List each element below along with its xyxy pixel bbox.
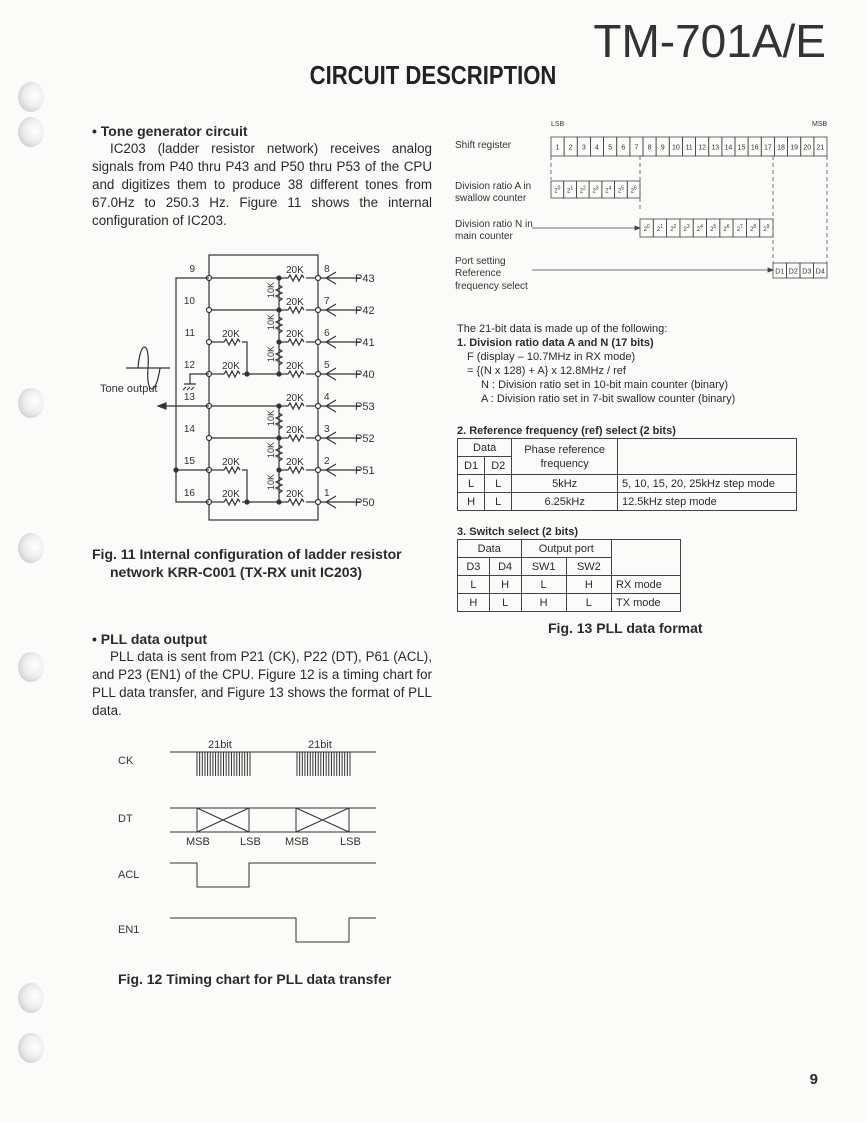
tone-output-label: Tone output [100, 383, 158, 395]
table-row [458, 493, 797, 511]
pll-heading: • PLL data output [92, 631, 208, 647]
bit-count-label: 21bit [308, 739, 332, 751]
exponent: 4 [700, 224, 703, 230]
cell: H [458, 493, 485, 511]
tone-body: IC203 (ladder resistor network) receives analog signals from P40 thru P43 and P50 thru P53 of the CPU and digitizes them to produce 38 different tones from 67.0Hz to 250.3 Hz. Figure 11 shows the internal configuration of IC203. [92, 141, 432, 228]
exponent: 3 [595, 185, 599, 192]
base: 2 [605, 188, 609, 195]
register-cell-label [592, 186, 598, 195]
cell: H [566, 576, 611, 594]
header-cell [512, 439, 618, 475]
register-cell-label [697, 224, 703, 233]
header-cell: D1 [458, 457, 485, 475]
binder-hole [18, 652, 44, 682]
pin-node [316, 500, 321, 505]
pin-number: 2 [324, 456, 330, 467]
register-cell-label: 20 [803, 144, 812, 152]
acl-waveform [170, 863, 376, 887]
base: 2 [643, 227, 647, 233]
binder-hole [18, 1033, 44, 1063]
register-cell-label: 4 [595, 144, 599, 152]
exponent: 4 [608, 185, 612, 192]
register-cell-label [670, 224, 676, 233]
base: 2 [683, 227, 687, 233]
register-cell-label [683, 224, 689, 233]
lsb-label: LSB [340, 836, 361, 848]
base: 2 [723, 227, 727, 233]
resistor-label: 20K [222, 489, 240, 500]
ref-frequency-table [457, 438, 797, 511]
port-label: P51 [355, 465, 375, 477]
pll-format-description [457, 322, 817, 612]
formula-note: N : Division ratio set in 10-bit main counter (binary) [481, 379, 728, 391]
port-label: Reference [455, 268, 502, 279]
header-text: frequency [540, 457, 589, 470]
resistor-label: 10K [266, 473, 276, 490]
register-cell-label [567, 186, 573, 195]
dt-data-window [296, 808, 349, 832]
register-cell-label [763, 224, 769, 233]
register-cell-label: 7 [634, 144, 639, 152]
pin-node [316, 404, 321, 409]
signal-label-en1: EN1 [118, 924, 140, 936]
ground-icon [183, 374, 209, 390]
ic-package [209, 255, 318, 520]
register-cell-label [580, 186, 586, 195]
feedback-wire [176, 278, 209, 502]
section-3-heading: 3. Switch select (2 bits) [457, 526, 579, 538]
header-cell: D4 [489, 558, 521, 576]
resistor-label: 20K [286, 393, 304, 404]
pll-shift-register-diagram [440, 110, 866, 300]
pin-number: 1 [324, 488, 330, 499]
pin-number: 4 [324, 392, 330, 403]
div-a-label: swallow counter [455, 193, 527, 204]
pin-number: 6 [324, 328, 330, 339]
div-n-label: main counter [455, 231, 513, 242]
pin-number: 16 [183, 488, 195, 499]
port-label: Port setting [455, 256, 506, 267]
register-cell-label: 15 [737, 144, 746, 152]
header-cell: D2 [485, 457, 512, 475]
page-number: 9 [809, 1071, 818, 1088]
cell: RX mode [612, 576, 681, 594]
resistor-label: 20K [286, 361, 304, 372]
pin-node [316, 276, 321, 281]
port-label: P42 [355, 305, 375, 317]
port-label: P52 [355, 433, 375, 445]
junction-dot [174, 468, 178, 472]
cell: L [521, 576, 566, 594]
pll-section [92, 630, 432, 720]
model-number: TM-701A/E [593, 15, 826, 67]
register-cell-label: 9 [660, 144, 665, 152]
resistor-label: 20K [286, 457, 304, 468]
msb-label: MSB [812, 121, 828, 128]
port-label: P43 [355, 273, 375, 285]
register-cell-label: 19 [790, 144, 799, 152]
pin-number: 12 [183, 360, 195, 371]
register-cell-label: 13 [711, 144, 720, 152]
register-cell-label: D3 [802, 268, 812, 276]
base: 2 [630, 188, 634, 195]
register-cell-label: 16 [750, 144, 759, 152]
fig11-caption-line2: network KRR-C001 (TX-RX unit IC203) [110, 564, 363, 580]
formula-line: F (display – 10.7MHz in RX mode) [467, 351, 636, 363]
register-cell-label [657, 224, 663, 233]
msb-label: MSB [186, 836, 210, 848]
tone-output-arrow [158, 403, 209, 409]
register-cell-label [554, 186, 560, 195]
dt-data-window [197, 808, 249, 832]
exponent: 5 [621, 185, 624, 192]
div-a-label: Division ratio A in [455, 181, 532, 192]
pin-node [316, 468, 321, 473]
register-cell-label: 5 [608, 144, 613, 152]
pin-node [316, 372, 321, 377]
base: 2 [554, 188, 558, 195]
cell: TX mode [612, 594, 681, 612]
base: 2 [736, 227, 741, 233]
register-cell-label: 2 [568, 144, 573, 152]
resistor-label: 20K [286, 489, 304, 500]
register-cell-label: 3 [581, 144, 586, 152]
header-cell: Output port [521, 540, 612, 558]
exponent: 2 [673, 224, 677, 230]
base: 2 [592, 188, 596, 195]
resistor-label: 10K [266, 313, 276, 330]
resistor-label: 20K [286, 297, 304, 308]
signal-label-ck: CK [118, 755, 134, 767]
header-cell: D3 [458, 558, 490, 576]
pin-number: 7 [324, 296, 330, 307]
lsb-label: LSB [240, 836, 261, 848]
header-text: Phase reference [524, 443, 606, 456]
ladder-network-schematic [0, 0, 440, 540]
pin-node [207, 436, 212, 441]
fig11-caption [92, 545, 402, 581]
port-label: frequency select [455, 281, 528, 292]
exponent: 6 [726, 224, 730, 230]
base: 2 [670, 227, 674, 233]
register-cell-label: 12 [698, 144, 707, 152]
header-cell: SW1 [521, 558, 566, 576]
pll-body: PLL data is sent from P21 (CK), P22 (DT), P61 (ACL), and P23 (EN1) of the CPU. Figure 12 is a timing chart for PLL data transfer, and Figure 13 shows the format of PLL data. [92, 649, 432, 718]
resistor-label: 20K [286, 265, 304, 276]
pin-number: 10 [183, 296, 195, 307]
cell: H [458, 594, 490, 612]
pin-node [316, 308, 321, 313]
exponent: 2 [583, 185, 586, 192]
register-cell-label: 11 [685, 144, 693, 152]
intro-text: The 21-bit data is made up of the following: [457, 323, 668, 335]
pin-number: 5 [324, 360, 330, 371]
register-cell-label: 18 [777, 144, 785, 152]
register-cell-label: 6 [621, 144, 626, 152]
register-cell-label: 21 [816, 144, 825, 152]
register-cell-label [723, 224, 729, 233]
header-cell [612, 540, 681, 576]
resistor-label: 10K [266, 441, 276, 458]
page-title: CIRCUIT DESCRIPTION [309, 60, 557, 90]
cell: 5, 10, 15, 20, 25kHz step mode [618, 475, 797, 493]
port-label: P53 [355, 401, 375, 413]
exponent: 6 [633, 185, 637, 192]
junction-dot [277, 372, 281, 376]
register-cell-label [644, 224, 650, 233]
signal-label-acl: ACL [118, 869, 140, 881]
header-cell: Data [458, 439, 512, 457]
pin-node [207, 308, 212, 313]
pin-number: 3 [324, 424, 330, 435]
pin-node [316, 340, 321, 345]
register-cell-label: D4 [815, 268, 825, 276]
tone-heading: • Tone generator circuit [92, 123, 248, 139]
en1-waveform [170, 918, 376, 942]
cell: L [485, 493, 512, 511]
fig12-caption: Fig. 12 Timing chart for PLL data transfer [118, 971, 392, 987]
register-cell-label: D2 [788, 268, 798, 276]
header-cell [618, 439, 797, 475]
exponent: 0 [557, 185, 561, 192]
formula-line: = {(N x 128) + A} x 12.8MHz / ref [467, 365, 626, 377]
table-row [458, 475, 797, 493]
register-cell-label [710, 224, 716, 233]
register-cell-label: 1 [555, 144, 560, 152]
register-cell-label [631, 186, 637, 195]
base: 2 [656, 227, 661, 233]
table-row [458, 576, 681, 594]
port-label: P40 [355, 369, 375, 381]
timing-chart [0, 720, 440, 960]
register-cell-label [618, 186, 624, 195]
pin-node [207, 340, 212, 345]
register-cell-label: 17 [763, 144, 772, 152]
pin-number: 15 [183, 456, 195, 467]
resistor-label: 10K [266, 345, 276, 362]
register-cell-label: D1 [775, 268, 785, 276]
exponent: 1 [660, 224, 664, 230]
wire [242, 342, 247, 374]
resistor-label: 10K [266, 281, 276, 298]
resistor-label: 20K [222, 329, 240, 340]
register-cell-label [737, 224, 743, 233]
cell: 12.5kHz step mode [618, 493, 797, 511]
register-cell-label [605, 186, 611, 195]
exponent: 1 [570, 185, 574, 192]
base: 2 [579, 188, 584, 195]
cell: L [458, 475, 485, 493]
wire [242, 470, 247, 502]
base: 2 [696, 227, 701, 233]
switch-select-table [457, 539, 681, 612]
base: 2 [567, 188, 571, 195]
resistor-label: 20K [222, 361, 240, 372]
pin-number: 13 [183, 392, 195, 403]
cell: H [521, 594, 566, 612]
exponent: 8 [753, 224, 757, 230]
cell: L [489, 594, 521, 612]
fig11-caption-line1: Fig. 11 Internal configuration of ladder resistor [92, 546, 402, 562]
exponent: 3 [686, 224, 690, 230]
resistor-label: 20K [286, 329, 304, 340]
fig13-caption: Fig. 13 PLL data format [548, 620, 703, 636]
port-label: P41 [355, 337, 375, 349]
resistor-label: 10K [266, 409, 276, 426]
lsb-label: LSB [551, 121, 565, 128]
cell: L [566, 594, 611, 612]
base: 2 [617, 188, 622, 195]
exponent: 9 [766, 224, 770, 230]
pin-number: 8 [324, 264, 330, 275]
port-label: P50 [355, 497, 375, 509]
binder-hole [18, 983, 44, 1013]
section-1-heading: 1. Division ratio data A and N (17 bits) [457, 337, 654, 349]
exponent: 0 [646, 224, 650, 230]
formula-note: A : Division ratio set in 7-bit swallow counter (binary) [481, 393, 736, 405]
resistor-label: 20K [222, 457, 240, 468]
div-n-label: Division ratio N in [455, 219, 533, 230]
exponent: 7 [740, 224, 743, 230]
junction-dot [277, 500, 281, 504]
cell: L [485, 475, 512, 493]
exponent: 5 [713, 224, 717, 230]
signal-label-dt: DT [118, 813, 133, 825]
header-cell: Data [458, 540, 522, 558]
bit-count-label: 21bit [208, 739, 232, 751]
base: 2 [710, 227, 714, 233]
pin-number: 14 [183, 424, 195, 435]
msb-label: MSB [285, 836, 309, 848]
pin-number: 11 [184, 328, 195, 339]
cell: 6.25kHz [512, 493, 618, 511]
cell: H [489, 576, 521, 594]
pin-number: 9 [189, 264, 195, 275]
pin-node [316, 436, 321, 441]
register-cell-label [750, 224, 756, 233]
header-cell: SW2 [566, 558, 611, 576]
shift-register-label: Shift register [455, 140, 512, 151]
resistor-label: 20K [286, 425, 304, 436]
cell: 5kHz [512, 475, 618, 493]
cell: L [458, 576, 490, 594]
junction-dot [245, 500, 249, 504]
table-row [458, 594, 681, 612]
base: 2 [763, 227, 767, 233]
junction-dot [245, 372, 249, 376]
register-cell-label: 14 [724, 144, 733, 152]
base: 2 [749, 227, 754, 233]
register-cell-label: 10 [671, 144, 680, 152]
section-2-heading: 2. Reference frequency (ref) select (2 bits) [457, 425, 676, 437]
register-cell-label: 8 [647, 144, 652, 152]
